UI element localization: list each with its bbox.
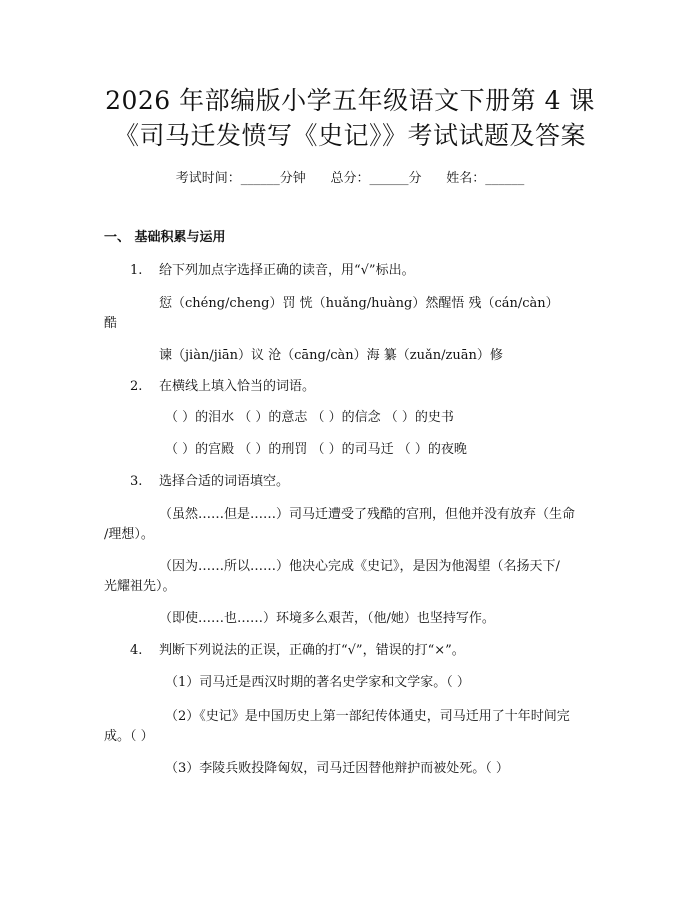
- question-1-number: 1.: [130, 263, 143, 278]
- question-4-item-3: （3）李陵兵败投降匈奴，司马迁因替他辩护而被处死。（ ）: [165, 761, 509, 776]
- title-line-2: 《司马迁发愤写《史记》》考试试题及答案: [113, 121, 586, 150]
- question-4-item-2-wrap: 成。（ ）: [104, 729, 154, 744]
- title-line-1: 2026 年部编版小学五年级语文下册第 4 课: [105, 86, 595, 115]
- question-1-row-1: 愆（chéng/cheng）罚 恍（huǎng/huàng）然醒悟 残（cán/càn）: [159, 296, 559, 311]
- question-3-item-1-wrap: /理想）。: [104, 527, 154, 542]
- question-1-row-2: 谏（jiàn/jiān）议 沧（cāng/càn）海 纂（zuǎn/zuān）修: [159, 348, 503, 363]
- question-2-row-2: （ ）的宫殿 （ ）的刑罚 （ ）的司马迁 （ ）的夜晚: [165, 442, 467, 457]
- question-2-number: 2.: [130, 379, 143, 394]
- section-heading: 一、 基础积累与运用: [104, 230, 226, 245]
- question-1-row-1-wrap: 酷: [104, 316, 118, 331]
- question-3-item-1: （虽然……但是……）司马迁遭受了残酷的宫刑，但他并没有放弃（生命: [159, 507, 576, 522]
- question-4-text: 判断下列说法的正误，正确的打“√”，错误的打“×”。: [159, 643, 465, 658]
- question-4-item-2: （2）《史记》是中国历史上第一部纪传体通史，司马迁用了十年时间完: [165, 709, 570, 724]
- question-3-item-3: （即使……也……）环境多么艰苦，（他/她）也坚持写作。: [159, 611, 495, 626]
- exam-meta: 考试时间：______分钟 总分：______分 姓名：______: [175, 171, 525, 186]
- question-2-text: 在横线上填入恰当的词语。: [159, 379, 316, 394]
- question-3-item-2: （因为……所以……）他决心完成《史记》，是因为他渴望（名扬天下/: [159, 559, 560, 574]
- question-3-text: 选择合适的词语填空。: [159, 474, 290, 489]
- question-3-number: 3.: [130, 474, 143, 489]
- question-3-item-2-wrap: 光耀祖先）。: [104, 579, 176, 594]
- question-4-number: 4.: [130, 643, 143, 658]
- question-1-text: 给下列加点字选择正确的读音，用“√”标出。: [159, 263, 415, 278]
- question-2-row-1: （ ）的泪水 （ ）的意志 （ ）的信念 （ ）的史书: [165, 410, 454, 425]
- question-4-item-1: （1）司马迁是西汉时期的著名史学家和文学家。（ ）: [165, 675, 470, 690]
